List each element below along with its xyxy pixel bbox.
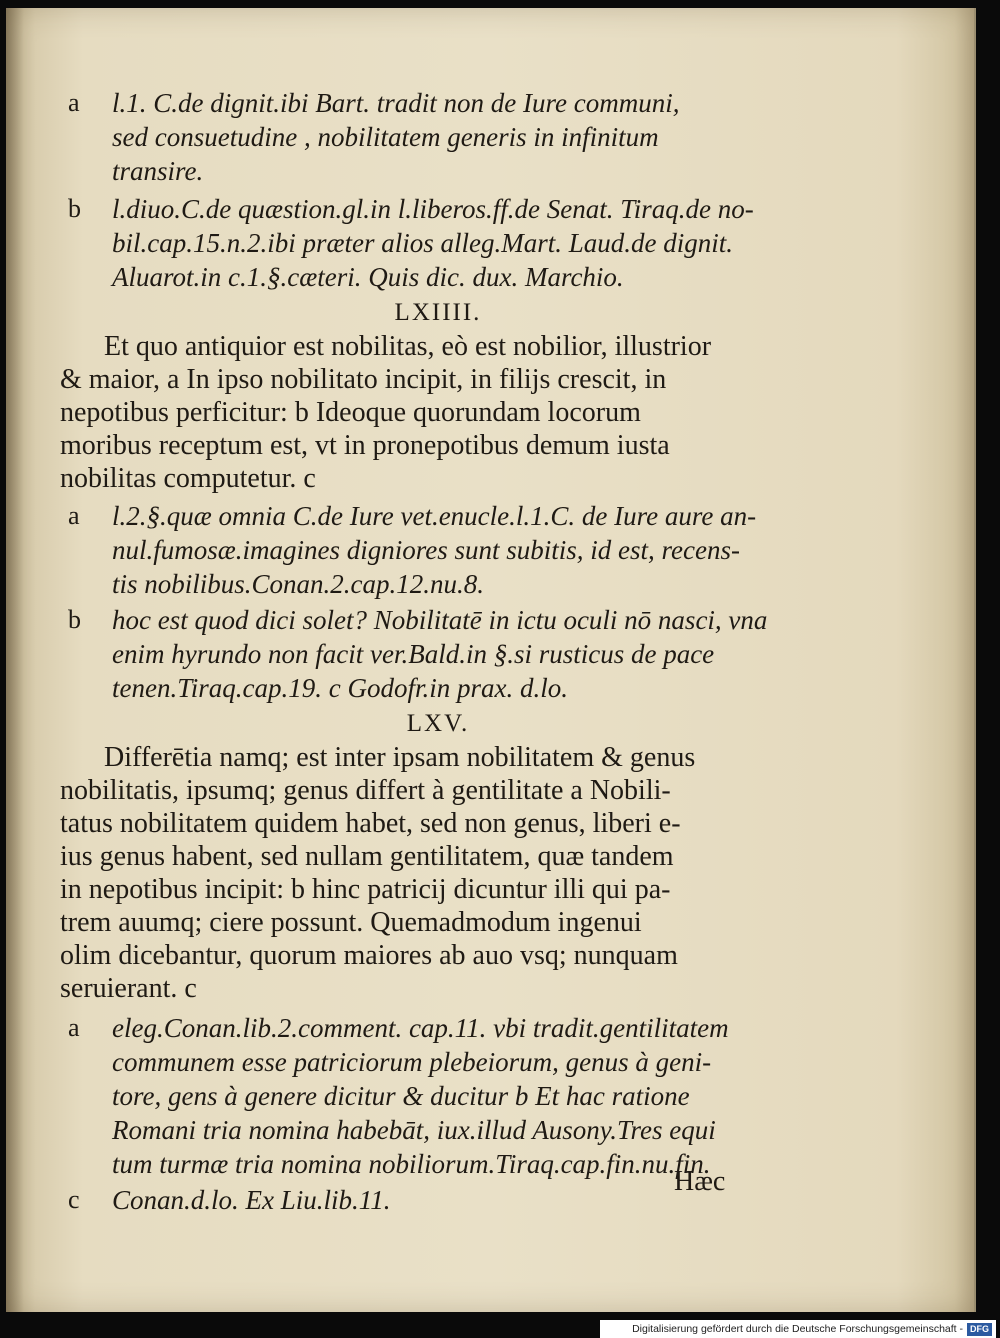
dfg-logo: DFG bbox=[967, 1323, 992, 1336]
body-line: moribus receptum est, vt in pronepotibus demum iusta bbox=[60, 430, 670, 461]
note-line: bil.cap.15.n.2.ibi præter alios alleg.Mart. Laud.de dignit. bbox=[112, 228, 733, 258]
note-line: tum turmæ tria nomina nobiliorum.Tiraq.cap.fin.nu.fin. bbox=[112, 1149, 711, 1179]
section-body-64 bbox=[60, 330, 760, 495]
note-line: hoc est quod dici solet? Nobilitatē in ictu oculi nō nasci, vna bbox=[112, 605, 768, 635]
body-line: olim dicebantur, quorum maiores ab auo vsq; nunquam bbox=[60, 940, 678, 971]
footnote-marker: a bbox=[68, 1013, 80, 1042]
footnote-a-1 bbox=[60, 86, 760, 188]
footnote-marker: a bbox=[68, 501, 80, 530]
body-line: seruierant. c bbox=[60, 973, 197, 1004]
section-heading-65: LXV. bbox=[406, 710, 470, 737]
note-line: l.diuo.C.de quæstion.gl.in l.liberos.ff.de Senat. Tiraq.de no- bbox=[112, 194, 754, 224]
note-line: transire. bbox=[112, 156, 204, 186]
body-line: tatus nobilitatem quidem habet, sed non genus, liberi e- bbox=[60, 808, 681, 839]
note-line: eleg.Conan.lib.2.comment. cap.11. vbi tradit.gentilitatem bbox=[112, 1013, 729, 1043]
note-line: enim hyrundo non facit ver.Bald.in §.si rusticus de pace bbox=[112, 639, 715, 669]
body-line: & maior, a In ipso nobilitato incipit, in filijs crescit, in bbox=[60, 364, 667, 395]
note-line: sed consuetudine , nobilitatem generis in infinitum bbox=[112, 122, 659, 152]
body-line: nobilitas computetur. c bbox=[60, 463, 316, 494]
note-line: tore, gens à genere dicitur & ducitur b Et hac ratione bbox=[112, 1081, 690, 1111]
note-line: tis nobilibus.Conan.2.cap.12.nu.8. bbox=[112, 569, 485, 599]
section-heading-64: LXIIII. bbox=[394, 299, 482, 326]
footnote-a-2 bbox=[60, 499, 760, 601]
note-line: Aluarot.in c.1.§.cæteri. Quis dic. dux. Marchio. bbox=[112, 262, 624, 292]
footnote-b-2 bbox=[60, 603, 768, 705]
note-line: nul.fumosæ.imagines digniores sunt subitis, id est, recens- bbox=[112, 535, 740, 565]
section-body-65 bbox=[60, 741, 760, 1005]
note-line: l.2.§.quæ omnia C.de Iure vet.enucle.l.1.C. de Iure aure an- bbox=[112, 501, 757, 531]
body-line: ius genus habent, sed nullam gentilitatem, quæ tandem bbox=[60, 841, 674, 872]
footnote-marker: b bbox=[68, 194, 81, 223]
page-text bbox=[60, 86, 768, 1217]
note-line: l.1. C.de dignit.ibi Bart. tradit non de Iure communi, bbox=[112, 88, 680, 118]
footnote-c-3 bbox=[60, 1183, 760, 1217]
catchword: Hæc bbox=[674, 1166, 726, 1197]
footnote-b-1 bbox=[60, 192, 760, 294]
footnote-marker: a bbox=[68, 88, 80, 117]
body-line: nobilitatis, ipsumq; genus differt à gentilitate a Nobili- bbox=[60, 775, 671, 806]
body-line: Et quo antiquior est nobilitas, eò est nobilior, illustrior bbox=[104, 331, 712, 362]
body-line: trem auumq; ciere possunt. Quemadmodum ingenui bbox=[60, 907, 642, 938]
funding-credit: Digitalisierung gefördert durch die Deutsche Forschungsgemeinschaft - bbox=[632, 1323, 963, 1335]
body-line: Differētia namq; est inter ipsam nobilitatem & genus bbox=[104, 742, 696, 773]
note-line: tenen.Tiraq.cap.19. c Godofr.in prax. d.lo. bbox=[112, 673, 568, 703]
footnote-marker: c bbox=[68, 1185, 80, 1214]
body-line: nepotibus perficitur: b Ideoque quorundam locorum bbox=[60, 397, 641, 428]
digitization-footer bbox=[600, 1320, 996, 1338]
note-line: Romani tria nomina habebāt, iux.illud Ausony.Tres equi bbox=[112, 1115, 716, 1145]
body-line: in nepotibus incipit: b hinc patricij dicuntur illi qui pa- bbox=[60, 874, 671, 905]
footnote-a-3 bbox=[60, 1011, 760, 1181]
note-line: Conan.d.lo. Ex Liu.lib.11. bbox=[112, 1185, 391, 1215]
note-line: communem esse patriciorum plebeiorum, genus à geni- bbox=[112, 1047, 712, 1077]
book-page bbox=[6, 8, 976, 1312]
footnote-marker: b bbox=[68, 605, 81, 634]
